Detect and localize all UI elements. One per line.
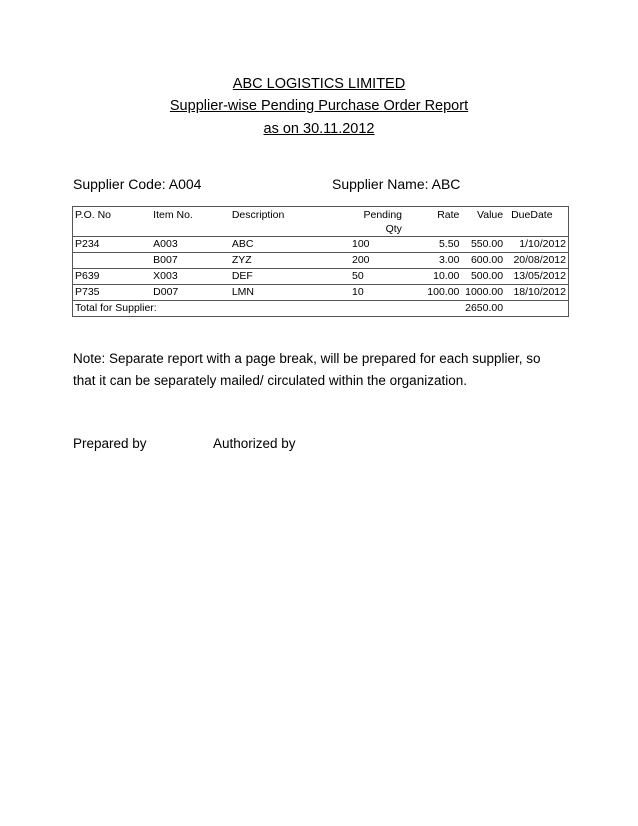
cell-desc: ABC bbox=[231, 238, 254, 250]
total-row bbox=[73, 301, 569, 317]
table-row bbox=[73, 269, 569, 285]
cell-value: 600.00 bbox=[470, 254, 504, 266]
cell-rate: 3.00 bbox=[438, 254, 460, 266]
col-rate: Rate bbox=[437, 209, 460, 221]
cell-po: P234 bbox=[75, 238, 100, 250]
col-description: Description bbox=[231, 209, 285, 221]
col-value: Value bbox=[477, 209, 504, 221]
col-due-date: DueDate bbox=[511, 209, 553, 221]
col-item-no: Item No. bbox=[153, 209, 193, 221]
cell-po: P735 bbox=[75, 286, 100, 298]
report-date: as on 30.11.2012 bbox=[263, 121, 375, 137]
total-value: 2650.00 bbox=[465, 302, 504, 314]
authorized-by-label: Authorized by bbox=[213, 436, 296, 451]
cell-item: D007 bbox=[153, 286, 179, 298]
cell-po bbox=[73, 253, 152, 269]
cell-due: 18/10/2012 bbox=[513, 286, 566, 298]
pending-po-table bbox=[72, 206, 569, 317]
cell-value: 500.00 bbox=[470, 270, 504, 282]
company-name: ABC LOGISTICS LIMITED bbox=[232, 76, 406, 92]
cell-rate: 10.00 bbox=[433, 270, 460, 282]
cell-due: 1/10/2012 bbox=[519, 238, 566, 250]
cell-value: 1000.00 bbox=[465, 286, 504, 298]
cell-qty: 200 bbox=[351, 254, 370, 266]
cell-value: 550.00 bbox=[470, 238, 504, 250]
supplier-code: Supplier Code: A004 bbox=[73, 176, 202, 192]
report-note: Note: Separate report with a page break, will be prepared for each supplier, so that it can be separately mailed/ circulated within the organization. bbox=[73, 351, 541, 388]
table-row bbox=[73, 253, 569, 269]
cell-desc: DEF bbox=[231, 270, 253, 282]
cell-desc: LMN bbox=[231, 286, 254, 298]
cell-due: 20/08/2012 bbox=[513, 254, 566, 266]
prepared-by-label: Prepared by bbox=[73, 436, 147, 451]
cell-item: X003 bbox=[153, 270, 178, 282]
table-row bbox=[73, 285, 569, 301]
report-title: Supplier-wise Pending Purchase Order Report bbox=[169, 98, 469, 114]
cell-qty: 10 bbox=[351, 286, 364, 298]
cell-desc: ZYZ bbox=[231, 254, 252, 266]
cell-po: P639 bbox=[75, 270, 100, 282]
col-pending-qty bbox=[350, 207, 416, 237]
col-po-no: P.O. No bbox=[75, 209, 111, 221]
table-header-row bbox=[73, 207, 569, 237]
total-label: Total for Supplier: bbox=[75, 302, 157, 314]
col-pending-label: Pending bbox=[363, 209, 403, 221]
cell-qty: 50 bbox=[351, 270, 364, 282]
supplier-name: Supplier Name: ABC bbox=[332, 176, 461, 192]
table-row bbox=[73, 237, 569, 253]
col-qty-label: Qty bbox=[385, 223, 402, 235]
cell-rate: 100.00 bbox=[427, 286, 460, 298]
cell-item: A003 bbox=[153, 238, 178, 250]
cell-item: B007 bbox=[153, 254, 178, 266]
cell-qty: 100 bbox=[351, 238, 370, 250]
cell-due: 13/05/2012 bbox=[513, 270, 566, 282]
cell-rate: 5.50 bbox=[438, 238, 460, 250]
